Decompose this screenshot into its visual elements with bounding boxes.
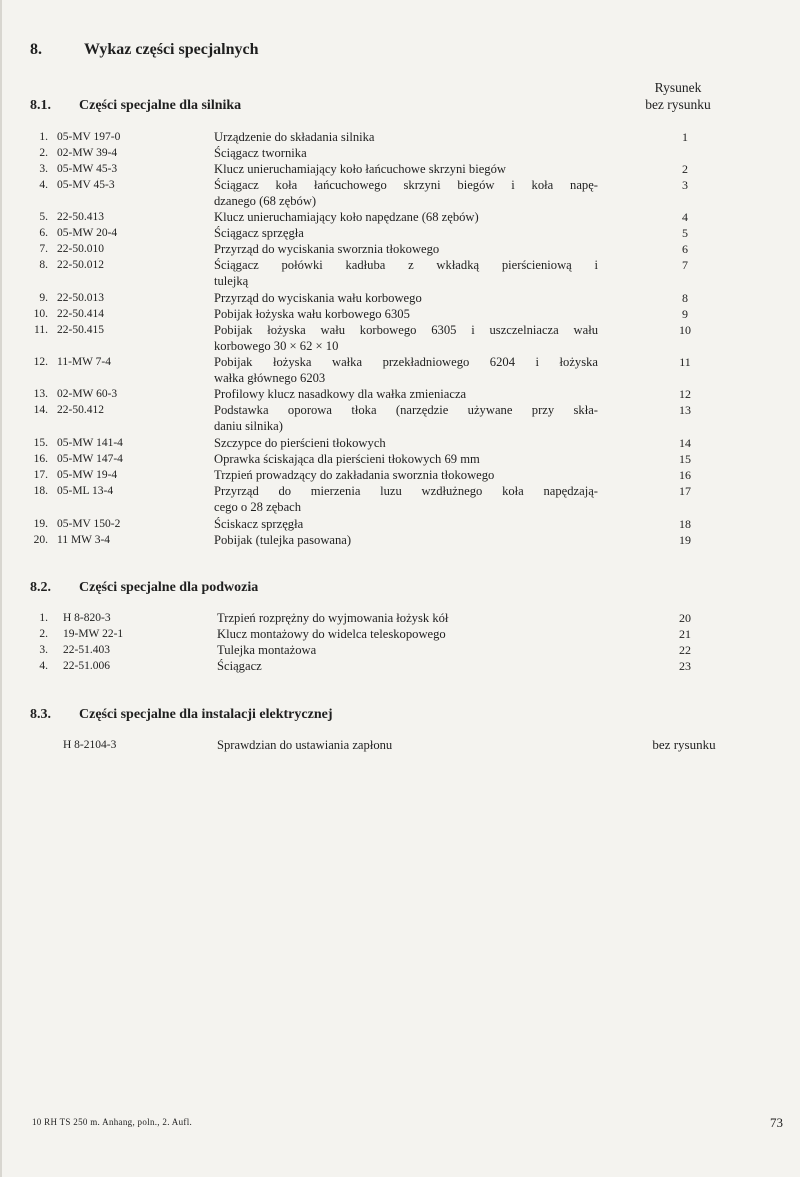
part-description-line: Klucz montażowy do widelca teleskopowego (217, 627, 446, 641)
item-number: 19. (33, 518, 48, 530)
part-code: H 8-2104-3 (63, 739, 117, 751)
item-number: 10. (33, 308, 48, 320)
item-number: 2. (39, 147, 48, 159)
part-description-line: Ściągacz sprzęgła (214, 226, 304, 240)
part-description-line: Przyrząd do wyciskania sworznia tłokowego (214, 242, 440, 256)
part-description-line: cego o 28 zębach (214, 500, 302, 514)
part-description (214, 402, 598, 434)
item-number: 16. (33, 453, 48, 465)
part-description (214, 322, 598, 354)
drawing-reference: 9 (682, 307, 688, 321)
part-description-line: Podstawka oporowa tłoka (narzędzie używane przy skła- (214, 403, 598, 417)
item-number: 4. (39, 179, 48, 191)
part-description (217, 626, 601, 642)
part-description (214, 467, 598, 483)
drawing-reference: 18 (679, 517, 691, 531)
part-code: 22-51.403 (63, 644, 110, 656)
drawing-reference: 15 (679, 452, 691, 466)
part-description-line: Pobijak (tulejka pasowana) (214, 533, 352, 547)
part-code: 19-MW 22-1 (63, 628, 124, 640)
footer-reference: 10 RH TS 250 m. Anhang, poln., 2. Aufl. (32, 1117, 193, 1127)
part-description (217, 610, 601, 626)
drawing-reference: 4 (682, 210, 688, 224)
drawing-reference: 13 (679, 403, 691, 417)
item-number: 9. (39, 292, 48, 304)
part-code: 05-MV 150-2 (57, 518, 121, 530)
part-description (214, 161, 598, 177)
part-description-line: Oprawka ściskająca dla pierścieni tłokowych 69 mm (214, 452, 480, 466)
item-number: 18. (33, 485, 48, 497)
drawing-reference: 6 (682, 242, 688, 256)
item-number: 3. (39, 163, 48, 175)
part-code: 22-50.413 (57, 211, 104, 223)
page-number: 73 (770, 1115, 783, 1130)
part-description-line: Sprawdzian do ustawiania zapłonu (217, 738, 393, 752)
part-code: 22-51.006 (63, 660, 110, 672)
section-number: 8.1. (30, 98, 51, 113)
part-code: 05-ML 13-4 (57, 485, 114, 497)
chapter-title: Wykaz części specjalnych (84, 41, 259, 58)
section-title: Części specjalne dla silnika (79, 98, 242, 113)
drawing-reference: 22 (679, 643, 691, 657)
drawing-reference: 1 (682, 130, 688, 144)
drawing-reference: 21 (679, 627, 691, 641)
drawing-reference: 8 (682, 291, 688, 305)
part-code: 05-MW 45-3 (57, 163, 118, 175)
section-title: Części specjalne dla instalacji elektrycznej (79, 707, 333, 722)
part-description-line: Trzpień rozprężny do wyjmowania łożysk kół (217, 611, 449, 625)
drawing-column-header-line2: bez rysunku (645, 97, 711, 112)
part-code: 22-50.010 (57, 243, 104, 255)
part-description (214, 483, 598, 515)
item-number: 2. (39, 628, 48, 640)
part-description (214, 386, 598, 402)
item-number: 6. (39, 227, 48, 239)
part-description (217, 737, 601, 753)
item-number: 15. (33, 437, 48, 449)
part-description-line: Przyrząd do wyciskania wału korbowego (214, 291, 422, 305)
part-description (214, 306, 598, 322)
part-description-line: Klucz unieruchamiający koło napędzane (68 zębów) (214, 210, 479, 224)
part-description (214, 290, 598, 306)
part-description (214, 532, 598, 548)
drawing-reference: 17 (679, 484, 691, 498)
part-description (214, 177, 598, 209)
part-code: 11-MW 7-4 (57, 356, 111, 368)
drawing-column-header-line1: Rysunek (654, 80, 702, 95)
part-description-line: Pobijak łożyska wału korbowego 6305 i uszczelniacza wału (214, 323, 598, 337)
part-description-line: wałka głównego 6203 (214, 371, 326, 385)
item-number: 20. (33, 534, 48, 546)
part-description (214, 451, 598, 467)
item-number: 7. (39, 243, 48, 255)
part-code: 02-MW 60-3 (57, 388, 118, 400)
item-number: 4. (39, 660, 48, 672)
part-description-line: daniu silnika) (214, 419, 283, 433)
part-description-line: tulejką (214, 274, 249, 288)
item-number: 3. (39, 644, 48, 656)
part-description-line: Pobijak łożyska wałka przekładniowego 6204 i łożyska (214, 355, 598, 369)
part-description-line: Szczypce do pierścieni tłokowych (214, 436, 386, 450)
drawing-reference: 20 (679, 611, 691, 625)
item-number: 1. (39, 131, 48, 143)
section-title: Części specjalne dla podwozia (79, 580, 259, 595)
part-description-line: Ściągacz połówki kadłuba z wkładką pierścieniową i (214, 258, 598, 272)
drawing-reference: 3 (682, 178, 688, 192)
part-description-line: Profilowy klucz nasadkowy dla wałka zmieniacza (214, 387, 467, 401)
drawing-reference: 23 (679, 659, 691, 673)
part-description (217, 658, 601, 674)
part-description (214, 129, 598, 145)
drawing-reference: 19 (679, 533, 691, 547)
part-description-line: Przyrząd do mierzenia luzu wzdłużnego koła napędzają- (214, 484, 598, 498)
part-description (214, 209, 598, 225)
part-description-line: Trzpień prowadzący do zakładania sworznia tłokowego (214, 468, 495, 482)
part-description-line: Ściskacz sprzęgła (214, 517, 304, 531)
part-code: 05-MW 141-4 (57, 437, 123, 449)
drawing-reference: bez rysunku (652, 737, 716, 752)
drawing-reference: 2 (682, 162, 688, 176)
part-code: 22-50.012 (57, 259, 104, 271)
part-description (214, 145, 598, 161)
item-number: 17. (33, 469, 48, 481)
part-code: 02-MW 39-4 (57, 147, 118, 159)
part-description (217, 642, 601, 658)
part-code: 22-50.414 (57, 308, 104, 320)
item-number: 14. (33, 404, 48, 416)
part-description (214, 257, 598, 289)
drawing-reference: 16 (679, 468, 691, 482)
part-description-line: Pobijak łożyska wału korbowego 6305 (214, 307, 410, 321)
part-description-line: Klucz unieruchamiający koło łańcuchowe skrzyni biegów (214, 162, 506, 176)
item-number: 1. (39, 612, 48, 624)
page-edge-shadow (0, 0, 2, 1177)
part-code: 11 MW 3-4 (57, 534, 111, 546)
item-number: 5. (39, 211, 48, 223)
part-code: 05-MV 45-3 (57, 179, 115, 191)
item-number: 8. (39, 259, 48, 271)
part-description-line: Urządzenie do składania silnika (214, 130, 375, 144)
part-description (214, 516, 598, 532)
part-description (214, 241, 598, 257)
section-number: 8.2. (30, 580, 51, 595)
part-code: 22-50.013 (57, 292, 104, 304)
item-number: 13. (33, 388, 48, 400)
part-code: 05-MW 20-4 (57, 227, 118, 239)
part-description-line: Tulejka montażowa (217, 643, 317, 657)
part-description-line: Ściągacz twornika (214, 146, 307, 160)
part-code: 22-50.412 (57, 404, 104, 416)
section-number: 8.3. (30, 707, 51, 722)
part-description (214, 435, 598, 451)
part-code: 05-MV 197-0 (57, 131, 121, 143)
drawing-reference: 10 (679, 323, 691, 337)
part-description (214, 225, 598, 241)
item-number: 12. (33, 356, 48, 368)
part-code: 05-MW 19-4 (57, 469, 118, 481)
part-description (214, 354, 598, 386)
part-code: 05-MW 147-4 (57, 453, 123, 465)
part-description-line: korbowego 30 × 62 × 10 (214, 339, 339, 353)
drawing-reference: 11 (679, 355, 691, 369)
part-description-line: Ściągacz (217, 659, 262, 673)
drawing-reference: 14 (679, 436, 691, 450)
chapter-number: 8. (30, 41, 42, 58)
drawing-reference: 12 (679, 387, 691, 401)
drawing-reference: 7 (682, 258, 688, 272)
part-description-line: dzanego (68 zębów) (214, 194, 317, 208)
part-code: H 8-820-3 (63, 612, 111, 624)
part-code: 22-50.415 (57, 324, 104, 336)
part-description-line: Ściągacz koła łańcuchowego skrzyni biegów i koła napę- (214, 178, 598, 192)
drawing-reference: 5 (682, 226, 688, 240)
item-number: 11. (34, 324, 48, 336)
